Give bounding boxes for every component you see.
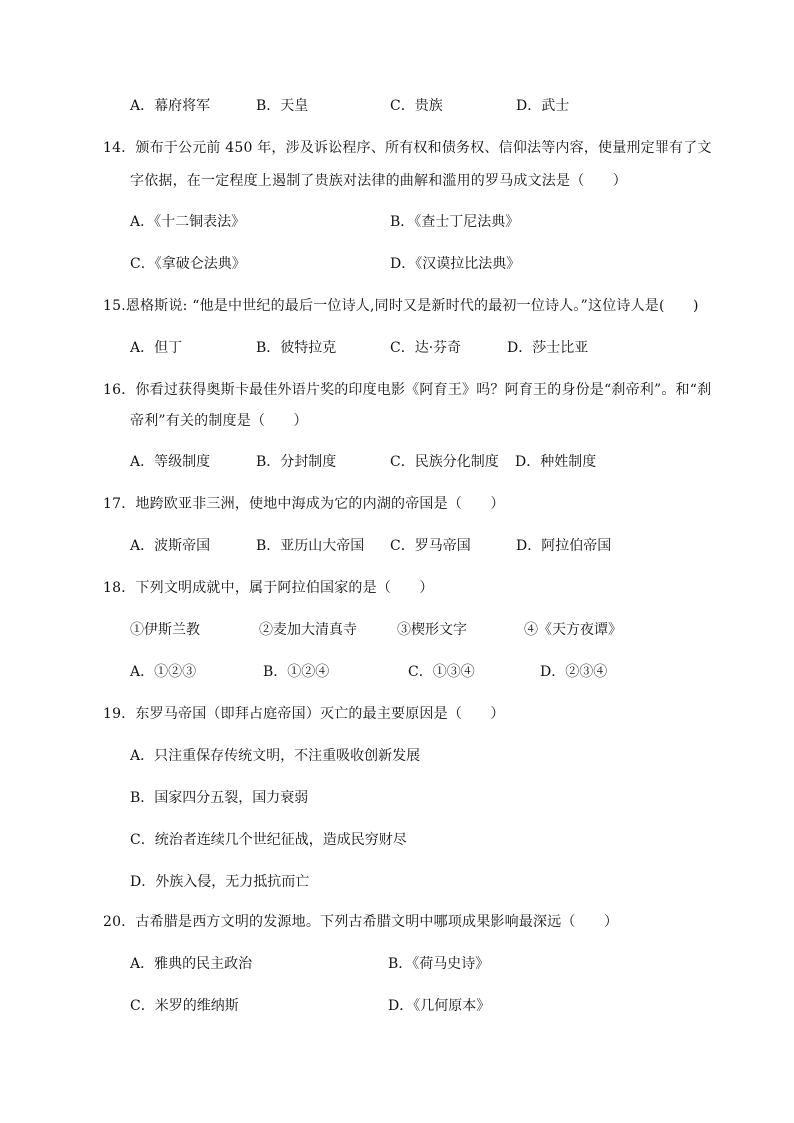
q14-option-b: B．《查士丁尼法典》 <box>390 214 520 230</box>
q20-option-b: B．《荷马史诗》 <box>388 956 490 972</box>
q13-option-b: B．天皇 <box>256 98 309 114</box>
q18-option-a: A．①②③ <box>130 664 197 680</box>
q13-option-d: D．武士 <box>516 98 570 114</box>
q13-option-a: A．幕府将军 <box>130 98 211 114</box>
q14-option-c: C．《拿破仑法典》 <box>130 256 246 272</box>
q14-stem-line-2: 字依据，在一定程度上遏制了贵族对法律的曲解和滥用的罗马成文法是（ ） <box>130 173 627 189</box>
q16-stem-line-1: 16．你看过获得奥斯卡最佳外语片奖的印度电影《阿育王》吗？阿育王的身份是“刹帝利”。和“刹 <box>103 382 712 398</box>
q18-item-1: ①伊斯兰教 <box>130 622 200 638</box>
q17-stem-line-1: 17．地跨欧亚非三洲，使地中海成为它的内湖的帝国是（ ） <box>103 496 505 512</box>
q15-option-a: A．但丁 <box>130 340 183 356</box>
q20-option-c: C．米罗的维纳斯 <box>130 998 239 1014</box>
q17-option-b: B．亚历山大帝国 <box>256 538 365 554</box>
q16-option-a: A．等级制度 <box>130 454 211 470</box>
q16-option-c: C．民族分化制度 <box>390 454 499 470</box>
q18-option-b: B．①②④ <box>263 664 330 680</box>
q19-stem-line-1: 19．东罗马帝国（即拜占庭帝国）灭亡的最主要原因是（ ） <box>103 706 505 722</box>
q13-option-c: C．贵族 <box>390 98 443 114</box>
q15-option-c: C．达·芬奇 <box>390 340 462 356</box>
q15-option-b: B．彼特拉克 <box>256 340 337 356</box>
q18-option-c: C．①③④ <box>408 664 475 680</box>
q19-option-a: A．只注重保存传统文明，不注重吸收创新发展 <box>130 748 421 764</box>
q16-option-d: D．种姓制度 <box>515 454 597 470</box>
q19-option-d: D．外族入侵，无力抵抗而亡 <box>130 874 310 890</box>
q16-option-b: B．分封制度 <box>256 454 337 470</box>
q18-option-d: D．②③④ <box>540 664 608 680</box>
q17-option-c: C．罗马帝国 <box>390 538 471 554</box>
q14-option-d: D．《汉谟拉比法典》 <box>390 256 521 272</box>
q18-stem-line-1: 18．下列文明成就中，属于阿拉伯国家的是（ ） <box>103 580 434 596</box>
q14-stem-line-1: 14．颁布于公元前 450 年，涉及诉讼程序、所有权和债务权、信仰法等内容，使量刑定罪有了文 <box>103 140 712 156</box>
q14-option-a: A．《十二铜表法》 <box>130 214 246 230</box>
q15-stem-line-1: 15.恩格斯说: “他是中世纪的最后一位诗人,同时又是新时代的最初一位诗人。”这位诗人是( ) <box>103 298 699 314</box>
q19-option-b: B．国家四分五裂，国力衰弱 <box>130 790 309 806</box>
q18-item-4: ④《天方夜谭》 <box>524 622 622 638</box>
q20-stem-line-1: 20．古希腊是西方文明的发源地。下列古希腊文明中哪项成果影响最深远（ ） <box>103 914 619 930</box>
q19-option-c: C．统治者连续几个世纪征战，造成民穷财尽 <box>130 832 407 848</box>
q20-option-a: A．雅典的民主政治 <box>130 956 253 972</box>
q20-option-d: D．《几何原本》 <box>388 998 491 1014</box>
q18-item-2: ②麦加大清真寺 <box>259 622 357 638</box>
q17-option-a: A．波斯帝国 <box>130 538 211 554</box>
q17-option-d: D．阿拉伯帝国 <box>516 538 612 554</box>
q18-item-3: ③楔形文字 <box>397 622 467 638</box>
q15-option-d: D．莎士比亚 <box>507 340 589 356</box>
q16-stem-line-2: 帝利”有关的制度是（ ） <box>130 413 308 429</box>
